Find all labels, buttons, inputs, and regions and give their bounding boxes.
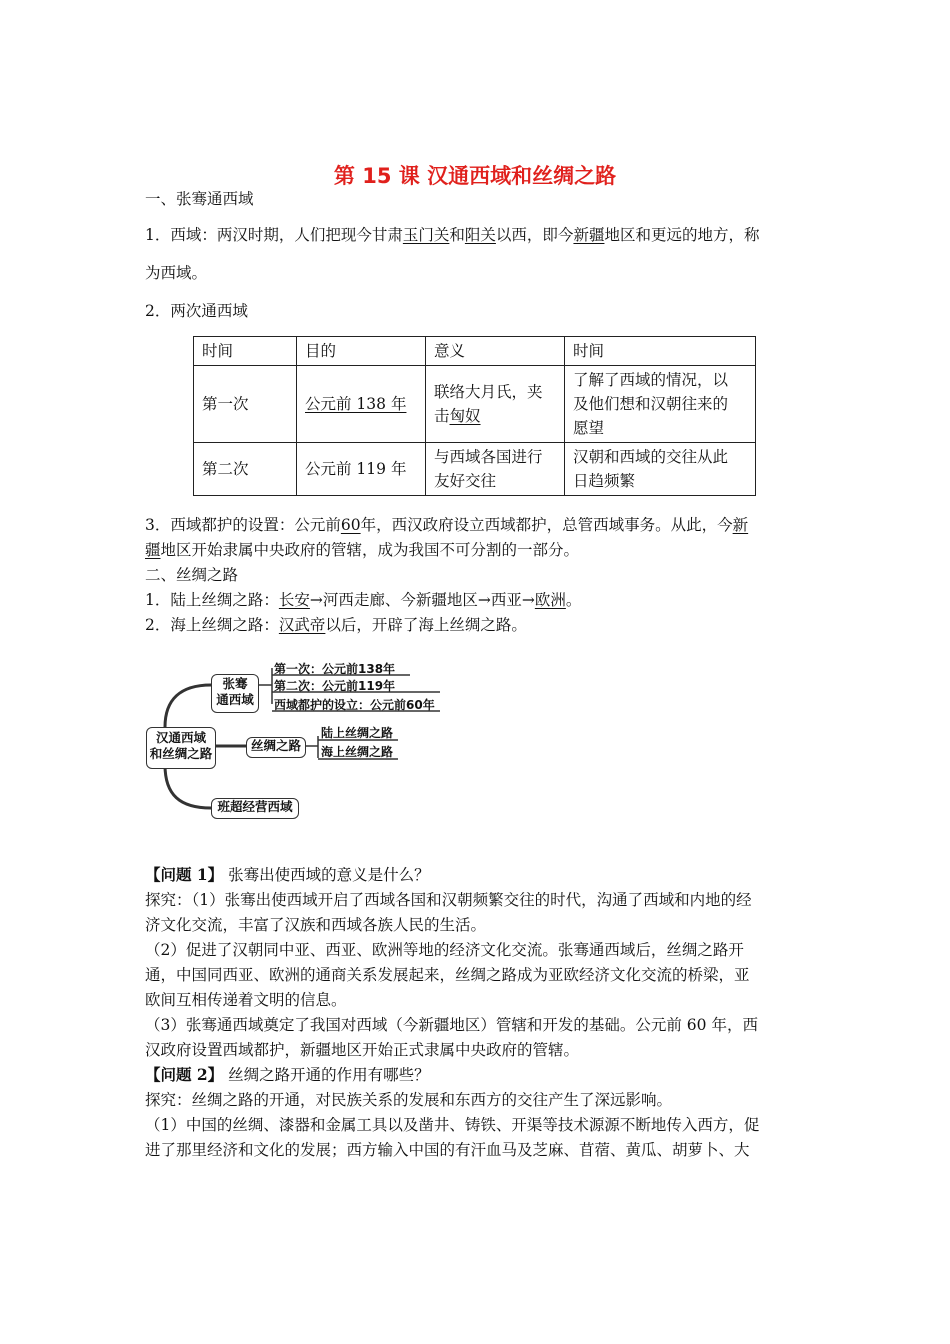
term-hanwudi: 汉武帝	[278, 616, 326, 634]
section1-heading: 一、张骞通西域	[145, 190, 254, 208]
term-jiang: 疆	[145, 541, 161, 559]
mindmap-leaf: 海上丝绸之路	[321, 745, 394, 759]
term-xinjiang: 新疆	[573, 226, 605, 244]
section2-heading: 二、丝绸之路	[145, 566, 239, 584]
cell-text: 击	[434, 407, 450, 425]
cell-text: 愿望	[573, 419, 605, 437]
question2-text: 丝绸之路开通的作用有哪些？	[223, 1066, 430, 1084]
date-138bc: 公元前 138 年	[305, 395, 407, 413]
route-prefix: 2．海上丝绸之路：	[145, 616, 279, 634]
item1-line2: 为西域。	[145, 264, 208, 282]
question1-text: 张骞出使西域的意义是什么？	[223, 866, 430, 884]
term-yumenguan: 玉门关	[402, 226, 450, 244]
answer-line: 探究：（1）张骞出使西域开启了西域各国和汉朝频繁交往的时代，沟通了西域和内地的经	[145, 891, 752, 909]
answer-line: （3）张骞通西域奠定了我国对西域（今新疆地区）管辖和开发的基础。公元前 60 年，西	[145, 1016, 758, 1034]
item1-suffix: 地区和更远的地方，称	[604, 226, 760, 244]
cell-text: 了解了西域的情况，以	[573, 371, 729, 389]
cell-text: 与西域各国进行	[434, 448, 543, 466]
route-suffix: 以后，开辟了海上丝绸之路。	[325, 616, 527, 634]
table-cell: 第二次	[194, 443, 297, 496]
term-yangguan: 阳关	[464, 226, 496, 244]
term-xin: 新	[732, 516, 749, 534]
item2-heading: 2．两次通西域	[145, 302, 248, 320]
answer-line: （2）促进了汉朝同中亚、西亚、欧洲等地的经济文化交流。张骞通西域后，丝绸之路开	[145, 941, 744, 959]
mindmap-leaf: 第一次：公元前138年	[274, 662, 396, 676]
mindmap-leaf: 第二次：公元前119年	[274, 679, 396, 693]
term-europe: 欧洲	[534, 591, 566, 609]
table-header: 意义	[426, 337, 565, 366]
table-cell: 第一次	[194, 366, 297, 443]
table-header: 目的	[297, 337, 426, 366]
node-label: 汉通西域	[155, 730, 206, 745]
cell-text: 及他们想和汉朝往来的	[573, 395, 729, 413]
item3-prefix: 3．西域都护的设置：公元前	[145, 516, 341, 534]
question1-label: 【问题 1】	[145, 865, 224, 884]
mindmap-node-zhangqian	[211, 674, 259, 713]
node-label: 张骞	[222, 676, 248, 691]
term-60: 60	[340, 516, 361, 534]
answer-line: 进了那里经济和文化的发展；西方输入中国的有汗血马及芝麻、苜蓿、黄瓜、胡萝卜、大	[145, 1141, 750, 1159]
table-header: 时间	[565, 337, 756, 366]
route-prefix: 1．陆上丝绸之路：	[145, 591, 279, 609]
mindmap-center-node	[146, 727, 216, 769]
question1	[145, 864, 430, 886]
answer-line: 欧间互相传递着文明的信息。	[145, 991, 347, 1009]
item1-mid2: 以西，即今	[495, 226, 574, 244]
page-title: 第 15 课 汉通西域和丝绸之路	[333, 164, 617, 188]
node-label: 和丝绸之路	[149, 746, 213, 761]
question2-label: 【问题 2】	[145, 1065, 224, 1084]
cell-text: 汉朝和西域的交往从此	[573, 448, 729, 466]
mindmap-leaf: 陆上丝绸之路	[321, 726, 394, 740]
answer-line: （1）中国的丝绸、漆器和金属工具以及凿井、铸铁、开渠等技术源源不断地传入西方，促	[145, 1116, 760, 1134]
item1-mid1: 和	[449, 226, 465, 244]
answer-line: 通，中国同西亚、欧洲的通商关系发展起来，丝绸之路成为亚欧经济文化交流的桥梁，亚	[145, 966, 750, 984]
table-header: 时间	[194, 337, 297, 366]
branch-connector	[165, 685, 211, 727]
branch-connector	[165, 765, 211, 808]
cell-text: 联络大月氏，夹	[434, 383, 543, 401]
table-cell: 公元前 119 年	[297, 443, 426, 496]
mindmap-leaf: 西域都护的设立：公元前60年	[274, 698, 435, 712]
mindmap-node-banchao: 班超经营西域	[211, 798, 299, 819]
item3-mid: 年，西汉政府设立西域都护，总管西域事务。从此，今	[360, 516, 733, 534]
cell-text: 友好交往	[434, 472, 497, 490]
item1-prefix: 1．西域：两汉时期，人们把现今甘肃	[145, 226, 403, 244]
cell-text: 日趋频繁	[573, 472, 636, 490]
answer-line: 汉政府设置西域都护，新疆地区开始正式隶属中央政府的管辖。	[145, 1041, 580, 1059]
route-suffix: 。	[565, 591, 582, 609]
mindmap-node-silkroad: 丝绸之路	[246, 737, 306, 758]
question2	[145, 1064, 430, 1086]
answer-line: 探究：丝绸之路的开通，对民族关系的发展和东西方的交往产生了深远影响。	[145, 1091, 673, 1109]
route-mid: →河西走廊、今新疆地区→西亚→	[309, 591, 535, 609]
term-changan: 长安	[278, 591, 310, 609]
term-xiongnu: 匈奴	[449, 407, 481, 425]
item3-line2-text: 地区开始隶属中央政府的管辖，成为我国不可分割的一部分。	[160, 541, 580, 559]
answer-line: 济文化交流，丰富了汉族和西域各族人民的生活。	[145, 916, 487, 934]
node-label: 通西域	[216, 692, 254, 707]
